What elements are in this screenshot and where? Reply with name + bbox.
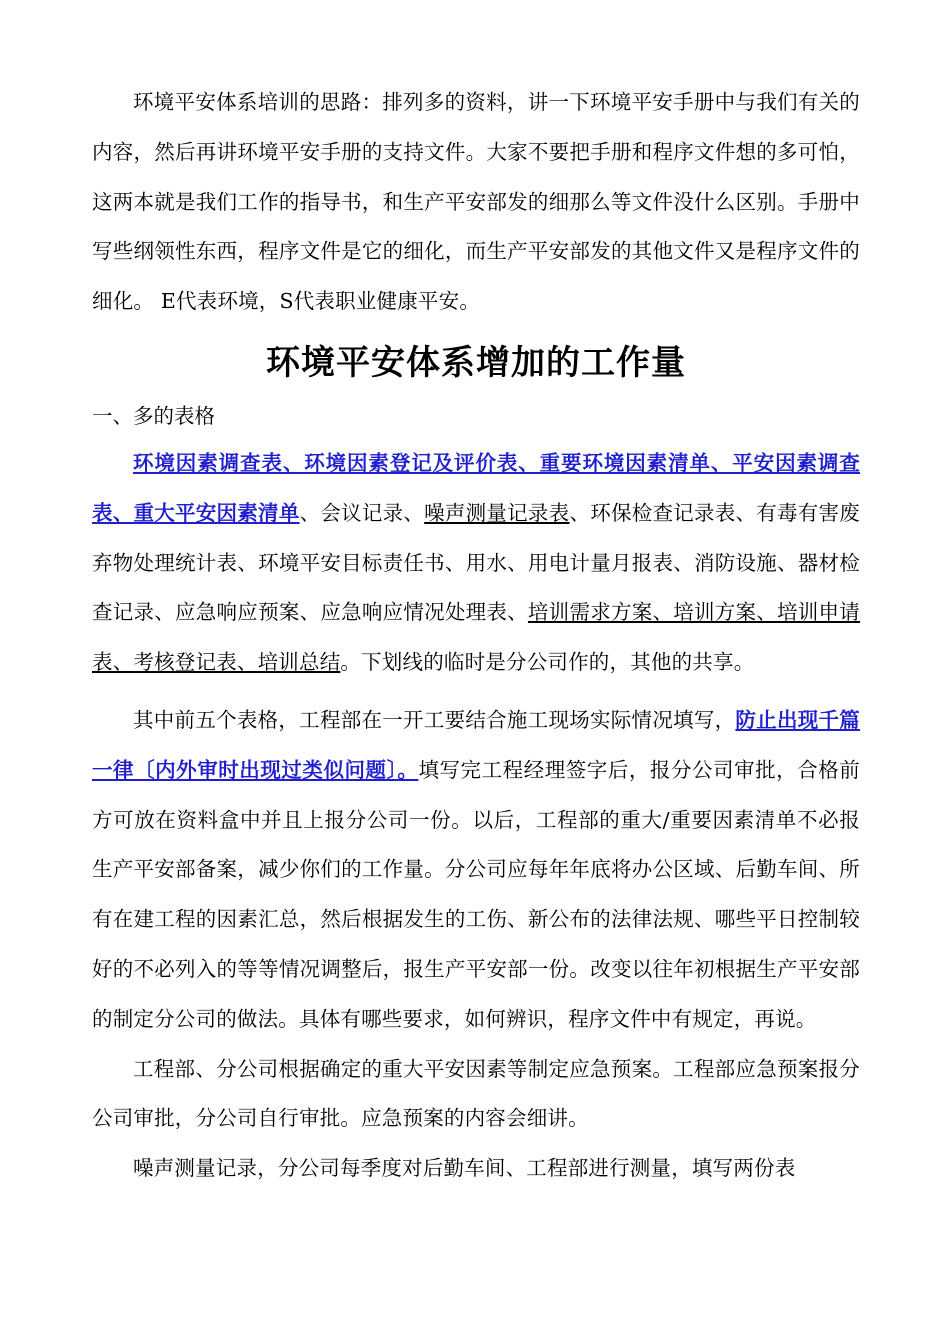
document-title: 环境平安体系增加的工作量 bbox=[266, 342, 686, 383]
noise-record-form-underlined: 噪声测量记录表 bbox=[424, 500, 570, 525]
forms-tail-text: 。下划线的临时是分公司作的，其他的共享。 bbox=[340, 650, 755, 675]
avoid-uniformity-link[interactable]: 防止出现千篇一律〔内外审时出现过类似问题〕。 bbox=[92, 707, 860, 782]
first-five-forms-paragraph bbox=[92, 696, 860, 1045]
forms-paragraph bbox=[92, 439, 860, 688]
first-five-rest: 填写完工程经理签字后，报分公司审批，合格前方可放在资料盒中并且上报分公司一份。以后，工程部的重大/重要因素清单不必报生产平安部备案，减少你们的工作量。分公司应每年年底将办公区域、后勤车间、所有在建工程的因素汇总，然后根据发生的工伤、新公布的法律法规、哪些平日控制较好的不必列入的等等情况调整后，报生产平安部一份。改变以往年初根据生产平安部的制定分公司的做法。具体有哪些要求，如何辨识，程序文件中有规定，再说。 bbox=[92, 757, 860, 1031]
forms-separator: 、会议记录、 bbox=[299, 500, 425, 525]
training-forms-underlined: 培训需求方案、培训方案、培训申请表、考核登记表、培训总结 bbox=[92, 600, 860, 675]
section-heading-forms: 一、多的表格 bbox=[92, 403, 215, 428]
forms-middle-text: 、环保检查记录表、有毒有害废弃物处理统计表、环境平安目标责任书、用水、用电计量月报表、消防设施、器材检查记录、应急响应预案、应急响应情况处理表、 bbox=[92, 500, 860, 625]
forms-link[interactable]: 环境因素调查表、环境因素登记及评价表、重要环境因素清单、平安因素调查表、重大平安因素清单 bbox=[92, 450, 860, 525]
intro-paragraph: 环境平安体系培训的思路：排列多的资料，讲一下环境平安手册中与我们有关的内容，然后再讲环境平安手册的支持文件。大家不要把手册和程序文件想的多可怕，这两本就是我们工作的指导书，和生产平安部发的细那么等文件没什么区别。手册中写些纲领性东西，程序文件是它的细化，而生产平安部发的其他文件又是程序文件的细化。 E代表环境，S代表职业健康平安。 bbox=[92, 90, 860, 314]
first-five-start: 其中前五个表格，工程部在一开工要结合施工现场实际情况填写， bbox=[133, 707, 736, 732]
emergency-plan-paragraph: 工程部、分公司根据确定的重大平安因素等制定应急预案。工程部应急预案报分公司审批，分公司自行审批。应急预案的内容会细讲。 bbox=[92, 1056, 860, 1131]
noise-measurement-paragraph: 噪声测量记录，分公司每季度对后勤车间、工程部进行测量，填写两份表 bbox=[133, 1156, 796, 1181]
